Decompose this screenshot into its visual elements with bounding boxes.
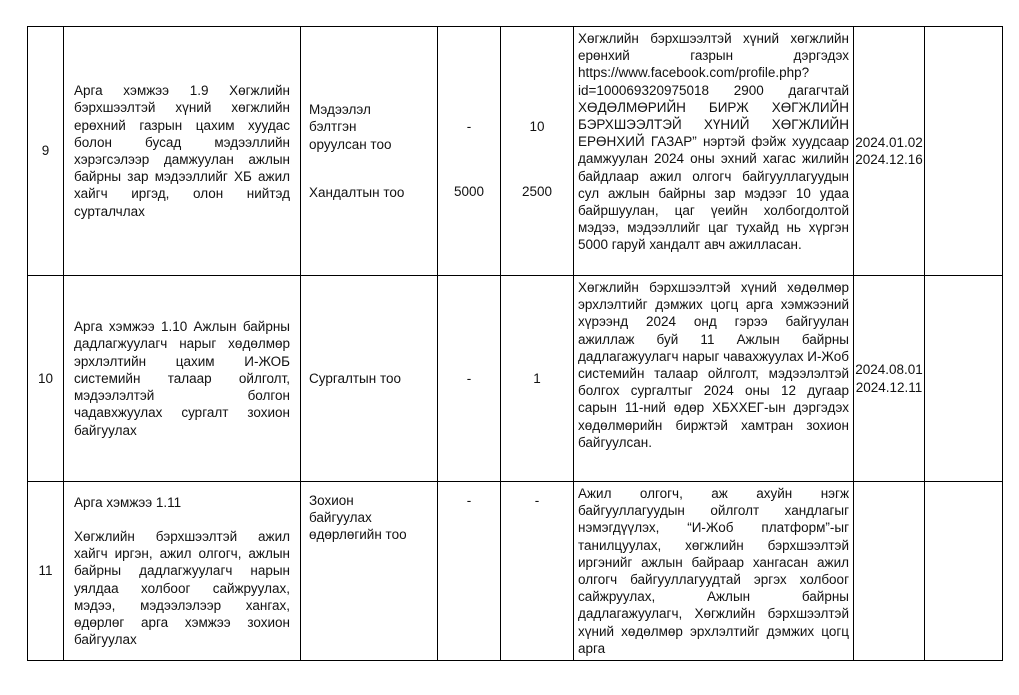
outcome-cell bbox=[574, 27, 854, 276]
outcome-text: Хөгжлийн бэрхшээлтэй хүний хөдөлмөр эрхлэлтийг дэмжих цогц арга хэмжээний хүрээнд 2024 онд гэрээ байгуулан ажиллаж буй 11 Ажлын байрны дадлагажуулагч нарыг чавахжуулах И-Жоб системийн талаар ойлголт, мэдээлэлтэй болгох сургалтыг 2024 оны 12 дугаар сарын 11-ний өдөр ХБХХЕГ-ын дэргэдэх хөдөлмөрийн биржтэй хамтран зохион байгуулсан. bbox=[578, 280, 849, 450]
empty-cell bbox=[925, 27, 1003, 276]
indicator-label: Хандалтын тоо bbox=[309, 184, 405, 200]
indicator-label: Зохион байгуулах өдөрлөгийн тоо bbox=[309, 493, 407, 543]
activity-cell bbox=[64, 276, 301, 482]
actual-value: 1 bbox=[533, 370, 541, 386]
outcome-text: Ажил олгогч, аж ахуйн нэгж байгууллагуудын ойлголт хандлагыг нэмэгдүүлэх, “И-Жоб платформ”-ыг танилцуулах, хөгжлийн бэрхшээлтэй иргэнийг ажлын байраар хангасан ажил олгогч байгууллагуудтай эргэх холбоог сайжруулах, Ажлын байрны дадлагажуулагч, Хөгжлийн бэрхшээлтэй хүний хөдөлмөр эрхлэлтийг дэмжих цогц арга bbox=[578, 486, 849, 656]
date-start: 2024.08.01 bbox=[855, 362, 923, 378]
activity-text: Арга хэмжээ 1.9 Хөгжлийн бэрхшээлтэй хүний хөгжлийн ерөхний газрын цахим хуудас болон бусад мэдээллийн хэрэгсэлээр дамжуулан ажлын байрны зар мэдээллийг ХБ ажил хайгч иргэд, олон нийтэд сурталчлах bbox=[74, 83, 290, 219]
date-cell bbox=[854, 27, 925, 276]
activity-cell bbox=[64, 27, 301, 276]
table-row bbox=[28, 276, 1003, 482]
plan-value-cell bbox=[438, 482, 501, 661]
empty-cell bbox=[925, 482, 1003, 661]
actual-value: - bbox=[534, 493, 540, 508]
table-row bbox=[28, 482, 1003, 661]
empty-cell bbox=[925, 276, 1003, 482]
outcome-cell bbox=[574, 276, 854, 482]
indicator-cell bbox=[301, 27, 438, 276]
row-number-cell bbox=[28, 482, 64, 661]
indicator-cell bbox=[301, 276, 438, 482]
activity-report-table bbox=[27, 26, 1003, 661]
actual-value-cell bbox=[501, 27, 574, 276]
indicator-label: Мэдээлэл бэлтгэн оруулсан тоо bbox=[309, 102, 392, 152]
plan-value: - bbox=[466, 493, 472, 508]
activity-text: Хөгжлийн бэрхшээлтэй ажил хайгч иргэн, ажил олгогч, ажлын байрны дадлагжуулагч нарын уялдаа холбоог сайжруулах, мэдээ, мэдээлэлээр хангах, өдөрлөг арга хэмжээ зохион байгуулах bbox=[74, 528, 290, 648]
date-end: 2024.12.16 bbox=[855, 152, 923, 167]
actual-value: 10 bbox=[529, 119, 545, 135]
plan-value-cell bbox=[438, 276, 501, 482]
actual-value-cell bbox=[501, 276, 574, 482]
plan-value: - bbox=[466, 119, 472, 135]
outcome-text: Хөгжлийн бэрхшээлтэй хүний хөгжлийн ерөнхий газрын дэргэдэх https://www.facebook.com/profile.php​?id=100069320975018 2900 дагагчтай ХӨДӨЛМӨРИЙН БИРЖ ХӨГЖЛИЙН БЭРХШЭЭЛТЭЙ ХҮНИЙ ХӨГЖЛИЙН ЕРӨНХИЙ ГАЗАР” нэртэй фэйж хуудсаар дамжуулан 2024 оны эхний хагас жилийн байдлаар ажил олгогч байгууллагуудын сул ажлын байрны зар мэдээг 10 удаа байршуулан, цаг үеийн холбогдолтой мэдээ, мэдээллийг цаг тухайд нь хүргэн 5000 гаруй хандалт авч ажилласан. bbox=[578, 31, 849, 253]
indicator-label: Сургалтын тоо bbox=[309, 370, 402, 386]
actual-value-cell bbox=[501, 482, 574, 661]
row-number: 10 bbox=[37, 370, 54, 386]
row-number-cell bbox=[28, 27, 64, 276]
activity-cell bbox=[64, 482, 301, 661]
activity-text: Арга хэмжээ 1.11 bbox=[74, 494, 182, 510]
date-cell bbox=[854, 482, 925, 661]
row-number-cell bbox=[28, 276, 64, 482]
row-number: 11 bbox=[38, 563, 53, 579]
table-row bbox=[28, 27, 1003, 276]
date-end: 2024.12.11 bbox=[855, 379, 923, 395]
date-cell bbox=[854, 276, 925, 482]
date-start: 2024.01.02 bbox=[855, 134, 923, 150]
plan-value: - bbox=[466, 370, 472, 386]
actual-value: 2500 bbox=[521, 184, 553, 200]
activity-text: Арга хэмжээ 1.10 Ажлын байрны дадлагжуулагч нарыг хөдөлмөр эрхлэлтийн цахим И-ЖОБ системийн талаар ойлголт, мэдээлэлтэй болгон чадавхжуулах сургалт зохион байгуулах bbox=[74, 319, 290, 438]
plan-value: 5000 bbox=[453, 184, 485, 200]
outcome-cell bbox=[574, 482, 854, 661]
row-number: 9 bbox=[41, 143, 50, 159]
plan-value-cell bbox=[438, 27, 501, 276]
indicator-cell bbox=[301, 482, 438, 661]
